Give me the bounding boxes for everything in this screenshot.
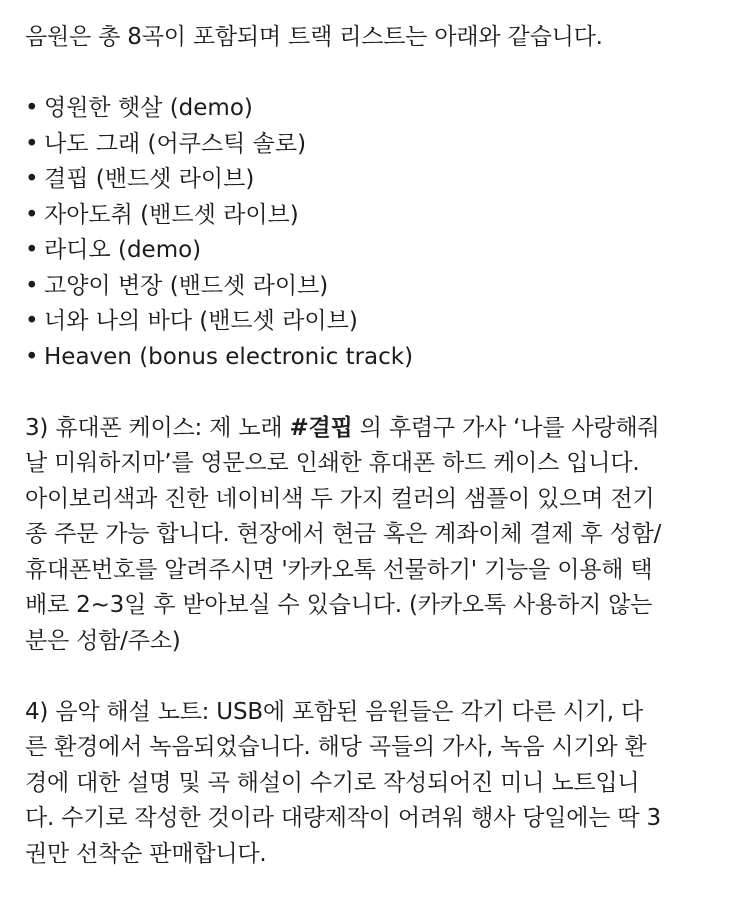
bullet-icon: •: [25, 308, 39, 334]
paragraph-line: 권만 선착순 판매합니다.: [25, 840, 267, 867]
bullet-icon: •: [25, 343, 39, 370]
bullet-icon: •: [25, 130, 39, 157]
paragraph-line: [25, 411, 730, 447]
paragraph-line: 른 환경에서 녹음되었습니다. 해당 곡들의 가사, 녹음 시기와 환: [25, 734, 647, 760]
track-title: 나도 그래 (어쿠스틱 솔로): [44, 130, 307, 157]
list-item: [25, 269, 730, 305]
section-music-notes: [25, 695, 730, 873]
list-item: [25, 340, 730, 376]
spacer: [25, 56, 730, 92]
spacer: [25, 375, 730, 411]
paragraph-line: 배로 2~3일 후 받아보실 수 있습니다. (카카오톡 사용하지 않는: [25, 592, 653, 618]
section-phone-case: [25, 411, 730, 660]
paragraph-line: 날 미워하지마’를 영문으로 인쇄한 휴대폰 하드 케이스 입니다.: [25, 450, 640, 476]
hashtag-link[interactable]: #결핍: [289, 414, 353, 441]
bullet-icon: •: [25, 201, 39, 228]
paragraph-line: 아이보리색과 진한 네이비색 두 가지 컬러의 샘플이 있으며 전기: [25, 485, 655, 512]
bullet-icon: •: [25, 166, 39, 192]
paragraph-line: 4) 음악 해설 노트: USB에 포함된 음원들은 각기 다른 시기, 다: [25, 698, 643, 725]
bullet-icon: •: [25, 272, 39, 299]
bullet-icon: •: [25, 95, 39, 121]
list-item: [25, 91, 730, 127]
line-text: 의 후렴구 가사 ‘나를 사랑해줘: [352, 414, 660, 441]
paragraph-line: 종 주문 가능 합니다. 현장에서 현금 혹은 계좌이체 결제 후 성함/: [25, 521, 662, 547]
paragraph-line: 분은 성함/주소): [25, 627, 181, 654]
track-title: 라디오 (demo): [44, 237, 202, 263]
track-title: 영원한 햇살 (demo): [44, 95, 253, 121]
track-title: 결핍 (밴드셋 라이브): [44, 166, 255, 192]
paragraph-line: 휴대폰번호를 알려주시면 '카카오톡 선물하기' 기능을 이용해 택: [25, 556, 653, 583]
list-item: [25, 304, 730, 340]
paragraph-line: 경에 대한 설명 및 곡 해설이 수기로 작성되어진 미니 노트입니: [25, 769, 640, 796]
paragraph-line: 다. 수기로 작성한 것이라 대량제작이 어려워 행사 당일에는 딱 3: [25, 805, 661, 831]
bullet-icon: •: [25, 237, 39, 263]
line-text: 3) 휴대폰 케이스: 제 노래: [25, 414, 290, 441]
track-title: 고양이 변장 (밴드셋 라이브): [44, 272, 329, 299]
track-list: [25, 91, 730, 375]
track-title: Heaven (bonus electronic track): [44, 343, 414, 370]
list-item: [25, 162, 730, 198]
spacer: [25, 659, 730, 695]
list-item: [25, 198, 730, 234]
track-title: 자아도취 (밴드셋 라이브): [44, 201, 299, 228]
list-item: [25, 127, 730, 163]
intro-text: 음원은 총 8곡이 포함되며 트랙 리스트는 아래와 같습니다.: [25, 24, 603, 50]
list-item: [25, 233, 730, 269]
track-title: 너와 나의 바다 (밴드셋 라이브): [44, 308, 358, 334]
